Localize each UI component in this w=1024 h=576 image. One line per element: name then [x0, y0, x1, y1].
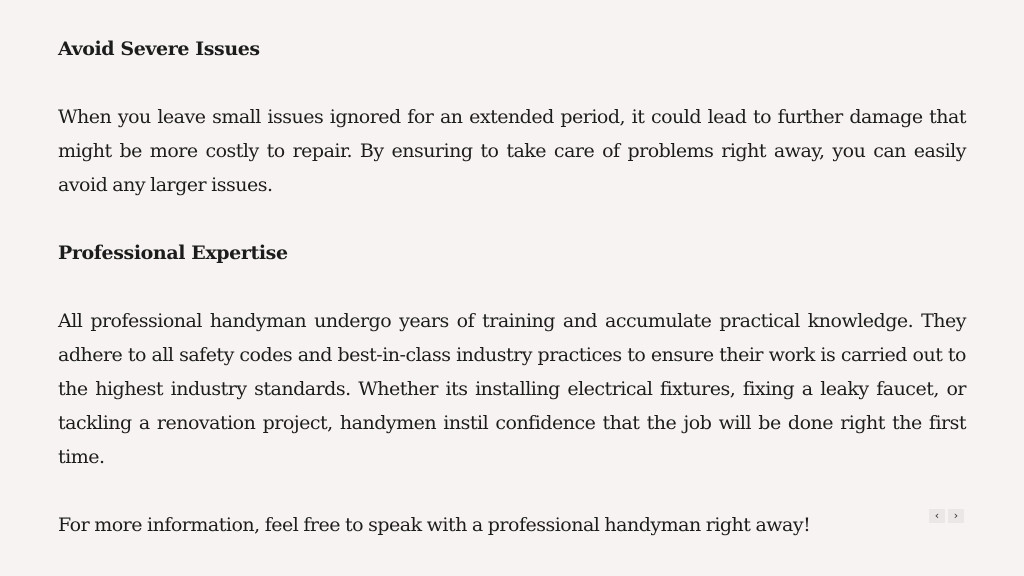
paragraph-spacer	[58, 66, 966, 100]
section-paragraph-professional-expertise: All professional handyman undergo years of training and accumulate practical knowledge. They adhere to all safety codes and best-in-class industry practices to ensure their work is carried out to the highest industry standards. Whether its installing electrical fixtures, fixing a leaky faucet, or tackling a renovation project, handymen instil confidence that the job will be done right the first time.	[58, 310, 966, 468]
paragraph-spacer	[58, 270, 966, 304]
paragraph-spacer	[58, 474, 966, 508]
document-body	[58, 32, 966, 542]
closing-paragraph: For more information, feel free to speak with a professional handyman right away!	[58, 514, 811, 536]
chevron-left-icon: ‹	[934, 509, 940, 522]
paragraph-spacer	[58, 202, 966, 236]
section-paragraph-avoid-severe-issues: When you leave small issues ignored for an extended period, it could lead to further damage that might be more costly to repair. By ensuring to take care of problems right away, you can easily avoid any larger issues.	[58, 106, 966, 196]
previous-slide-button[interactable]	[929, 509, 945, 523]
section-heading-avoid-severe-issues: Avoid Severe Issues	[58, 38, 260, 60]
chevron-right-icon: ›	[953, 509, 959, 522]
section-heading-professional-expertise: Professional Expertise	[58, 242, 288, 264]
next-slide-button[interactable]	[948, 509, 964, 523]
slide-pager	[929, 509, 964, 523]
